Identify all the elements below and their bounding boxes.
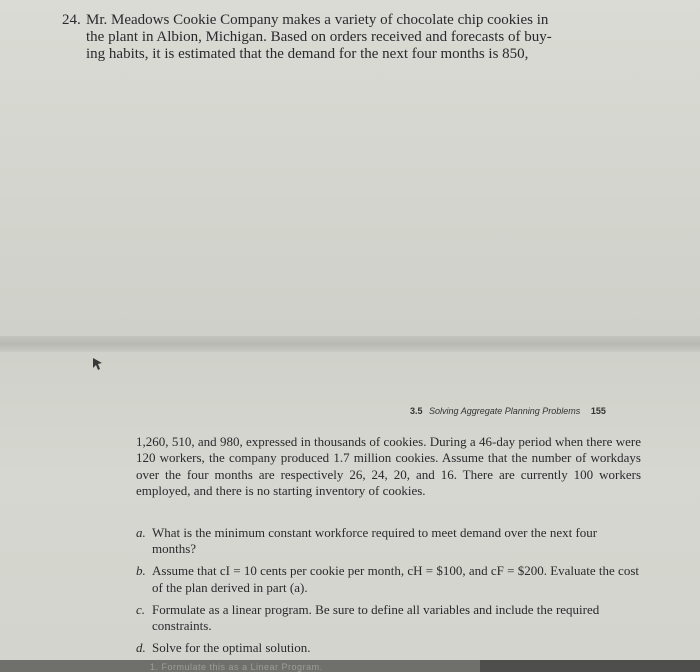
dark-edge <box>480 660 700 672</box>
problem-number: 24. <box>62 12 81 28</box>
running-header <box>410 406 650 416</box>
mouse-pointer-icon <box>92 357 104 371</box>
section-title: Solving Aggregate Planning Problems <box>429 406 581 416</box>
problem-continuation: 1,260, 510, and 980, expressed in thousands of cookies. During a 46-day period when there were 120 workers, the company produced 1.7 million cookies. Assume that the number of workdays over the four months are respectively 26, 24, 20, and 16. There are currently 100 workers employed, and there is no starting inventory of cookies. <box>136 434 641 499</box>
part-c <box>136 602 641 634</box>
part-label: d. <box>136 640 146 656</box>
problem-statement-start <box>62 12 662 63</box>
cut-off-text: 1. Formulate this as a Linear Program. <box>150 662 323 672</box>
page-number: 155 <box>590 406 606 416</box>
problem-line-3: ing habits, it is estimated that the demand for the next four months is 850, <box>86 46 529 62</box>
part-text: What is the minimum constant workforce required to meet demand over the next four months? <box>152 525 598 557</box>
page-fold <box>0 336 700 352</box>
part-text: Assume that cI = 10 cents per cookie per month, cH = $100, and cF = $200. Evaluate the cost of the plan derived in part (a). <box>152 563 639 595</box>
problem-line-1: Mr. Meadows Cookie Company makes a variety of chocolate chip cookies in <box>86 12 549 28</box>
part-text: Formulate as a linear program. Be sure to define all variables and include the required constraints. <box>152 601 600 634</box>
cut-off-strip <box>0 660 700 672</box>
part-label: c. <box>136 601 146 617</box>
part-label: a. <box>136 525 146 540</box>
part-d <box>136 640 641 656</box>
problem-line-2: the plant in Albion, Michigan. Based on orders received and forecasts of buy- <box>86 29 552 45</box>
part-b <box>136 563 641 595</box>
part-label: b. <box>136 563 146 579</box>
part-a <box>136 525 641 557</box>
section-number: 3.5 <box>410 406 423 416</box>
part-text: Solve for the optimal solution. <box>152 640 311 656</box>
problem-parts <box>136 525 641 662</box>
